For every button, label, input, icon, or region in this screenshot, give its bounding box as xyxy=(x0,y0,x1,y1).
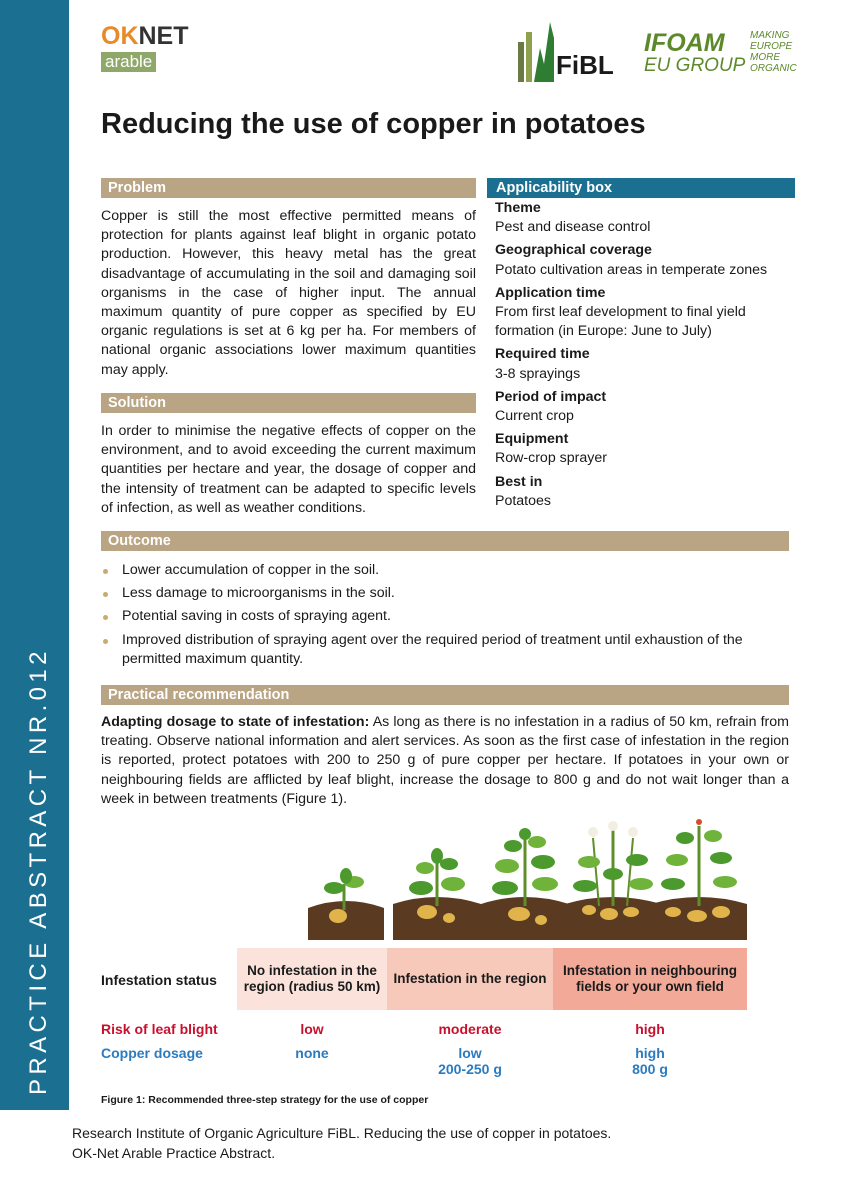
applicability-item: Period of impact Current crop xyxy=(495,388,607,425)
outcome-heading: Outcome xyxy=(101,531,789,551)
problem-text: Copper is still the most effective permitted means of protection for plants against leaf blight in organic potato production. However, this heavy metal has the great disadvantage of accumulating in the soil and damaging soil organisms in the case of higher input. The annual maximum quantity of pure copper as specified by EU organic regulations is set at 6 kg per ha. For members of national organic associations lower maximum quantities may apply. xyxy=(101,208,476,378)
risk-value-none: low xyxy=(300,1021,324,1037)
young-potato-plant-icon xyxy=(306,858,386,940)
figure-1 xyxy=(101,818,791,1088)
dosage-value-neighbouring: high 800 g xyxy=(632,1045,668,1077)
applicability-heading: Applicability box xyxy=(487,178,795,198)
status-cell-neighbouring: Infestation in neighbouring fields or your own field xyxy=(553,948,747,1010)
list-item: Potential saving in costs of spraying agent. xyxy=(101,607,761,626)
list-item: Improved distribution of spraying agent over the required period of treatment until exhaustion of the permitted maximum quantity. xyxy=(101,631,761,669)
recommendation-lead: Adapting dosage to state of infestation: xyxy=(101,714,370,730)
leafy-potato-plant-icon xyxy=(479,828,571,940)
risk-value-neighbouring: high xyxy=(635,1021,665,1037)
recommendation-text xyxy=(101,713,789,809)
recommendation-body: As long as there is no infestation in a radius of 50 km, refrain from treating. Observe national information and alert services. As soon as the first case of infestation in the region is reported, protect potatoes with 200 to 250 g of pure copper per hectare. If potatoes in your own or neighbouring fields are afflicted by leaf blight, increase the dosage to 800 g and do not wait longer than a week in between treatments (Figure 1). xyxy=(101,714,789,807)
applicability-list xyxy=(495,199,795,515)
row-label-status: Infestation status xyxy=(101,972,217,988)
series-label: PRACTICE ABSTRACT NR.012 xyxy=(25,647,52,1095)
oknet-arable-logo xyxy=(101,22,191,82)
applicability-item: Geographical coverage Potato cultivation areas in temperate zones xyxy=(495,242,768,278)
citation xyxy=(72,1123,611,1163)
flowering-potato-plant-icon xyxy=(563,818,663,940)
page-title: Reducing the use of copper in potatoes xyxy=(101,108,646,140)
dosage-value-none: none xyxy=(295,1045,329,1061)
solution-heading: Solution xyxy=(101,393,476,413)
row-label-dosage: Copper dosage xyxy=(101,1045,203,1061)
oknet-ok-text: OK xyxy=(101,22,139,50)
row-label-risk: Risk of leaf blight xyxy=(101,1021,218,1037)
fibl-mark-icon xyxy=(518,18,558,84)
outcome-list xyxy=(101,561,761,673)
fibl-logo xyxy=(518,18,628,84)
status-cell-region: Infestation in the region xyxy=(387,948,553,1010)
oknet-net-text: NET xyxy=(138,22,189,50)
ifoam-eu-logo xyxy=(644,30,804,82)
applicability-item: Equipment Row-crop sprayer xyxy=(495,431,607,467)
problem-heading: Problem xyxy=(101,178,476,198)
applicability-item: Required time 3-8 sprayings xyxy=(495,346,590,382)
citation-line-1: Research Institute of Organic Agriculture FiBL. Reducing the use of copper in potatoes. xyxy=(72,1125,612,1141)
recommendation-heading: Practical recommendation xyxy=(101,685,789,705)
growing-potato-plant-icon xyxy=(391,848,483,940)
ifoam-sub-text: EU GROUP xyxy=(644,55,746,76)
solution-text: In order to minimise the negative effects of copper on the environment, and to avoid exceeding the current maximum quantities per hectare and year, the dosage of copper and the intensity of treatment can be adapted to specific levels of infection, as well as weather conditions. xyxy=(101,423,476,516)
applicability-item: Best in Potatoes xyxy=(495,473,552,509)
citation-line-2: OK-Net Arable Practice Abstract. xyxy=(72,1145,276,1161)
oknet-arable-text: arable xyxy=(101,52,156,72)
applicability-item: Theme Pest and disease control xyxy=(495,200,651,236)
list-item: Lower accumulation of copper in the soil. xyxy=(101,561,761,580)
ifoam-tagline: MAKING EUROPE MORE ORGANIC xyxy=(750,30,797,74)
figure-caption: Figure 1: Recommended three-step strategy for the use of copper xyxy=(101,1094,429,1106)
list-item: Less damage to microorganisms in the soil. xyxy=(101,584,761,603)
mature-potato-plant-icon xyxy=(649,818,749,940)
dosage-value-region: low 200-250 g xyxy=(438,1045,502,1077)
ifoam-main-text: IFOAM xyxy=(644,29,725,57)
status-cell-none: No infestation in the region (radius 50 km) xyxy=(237,948,387,1010)
applicability-item: Application time From first leaf development to final yield formation (in Europe: June to July) xyxy=(495,284,746,340)
fibl-text: FiBL xyxy=(556,50,614,80)
risk-value-region: moderate xyxy=(438,1021,502,1037)
